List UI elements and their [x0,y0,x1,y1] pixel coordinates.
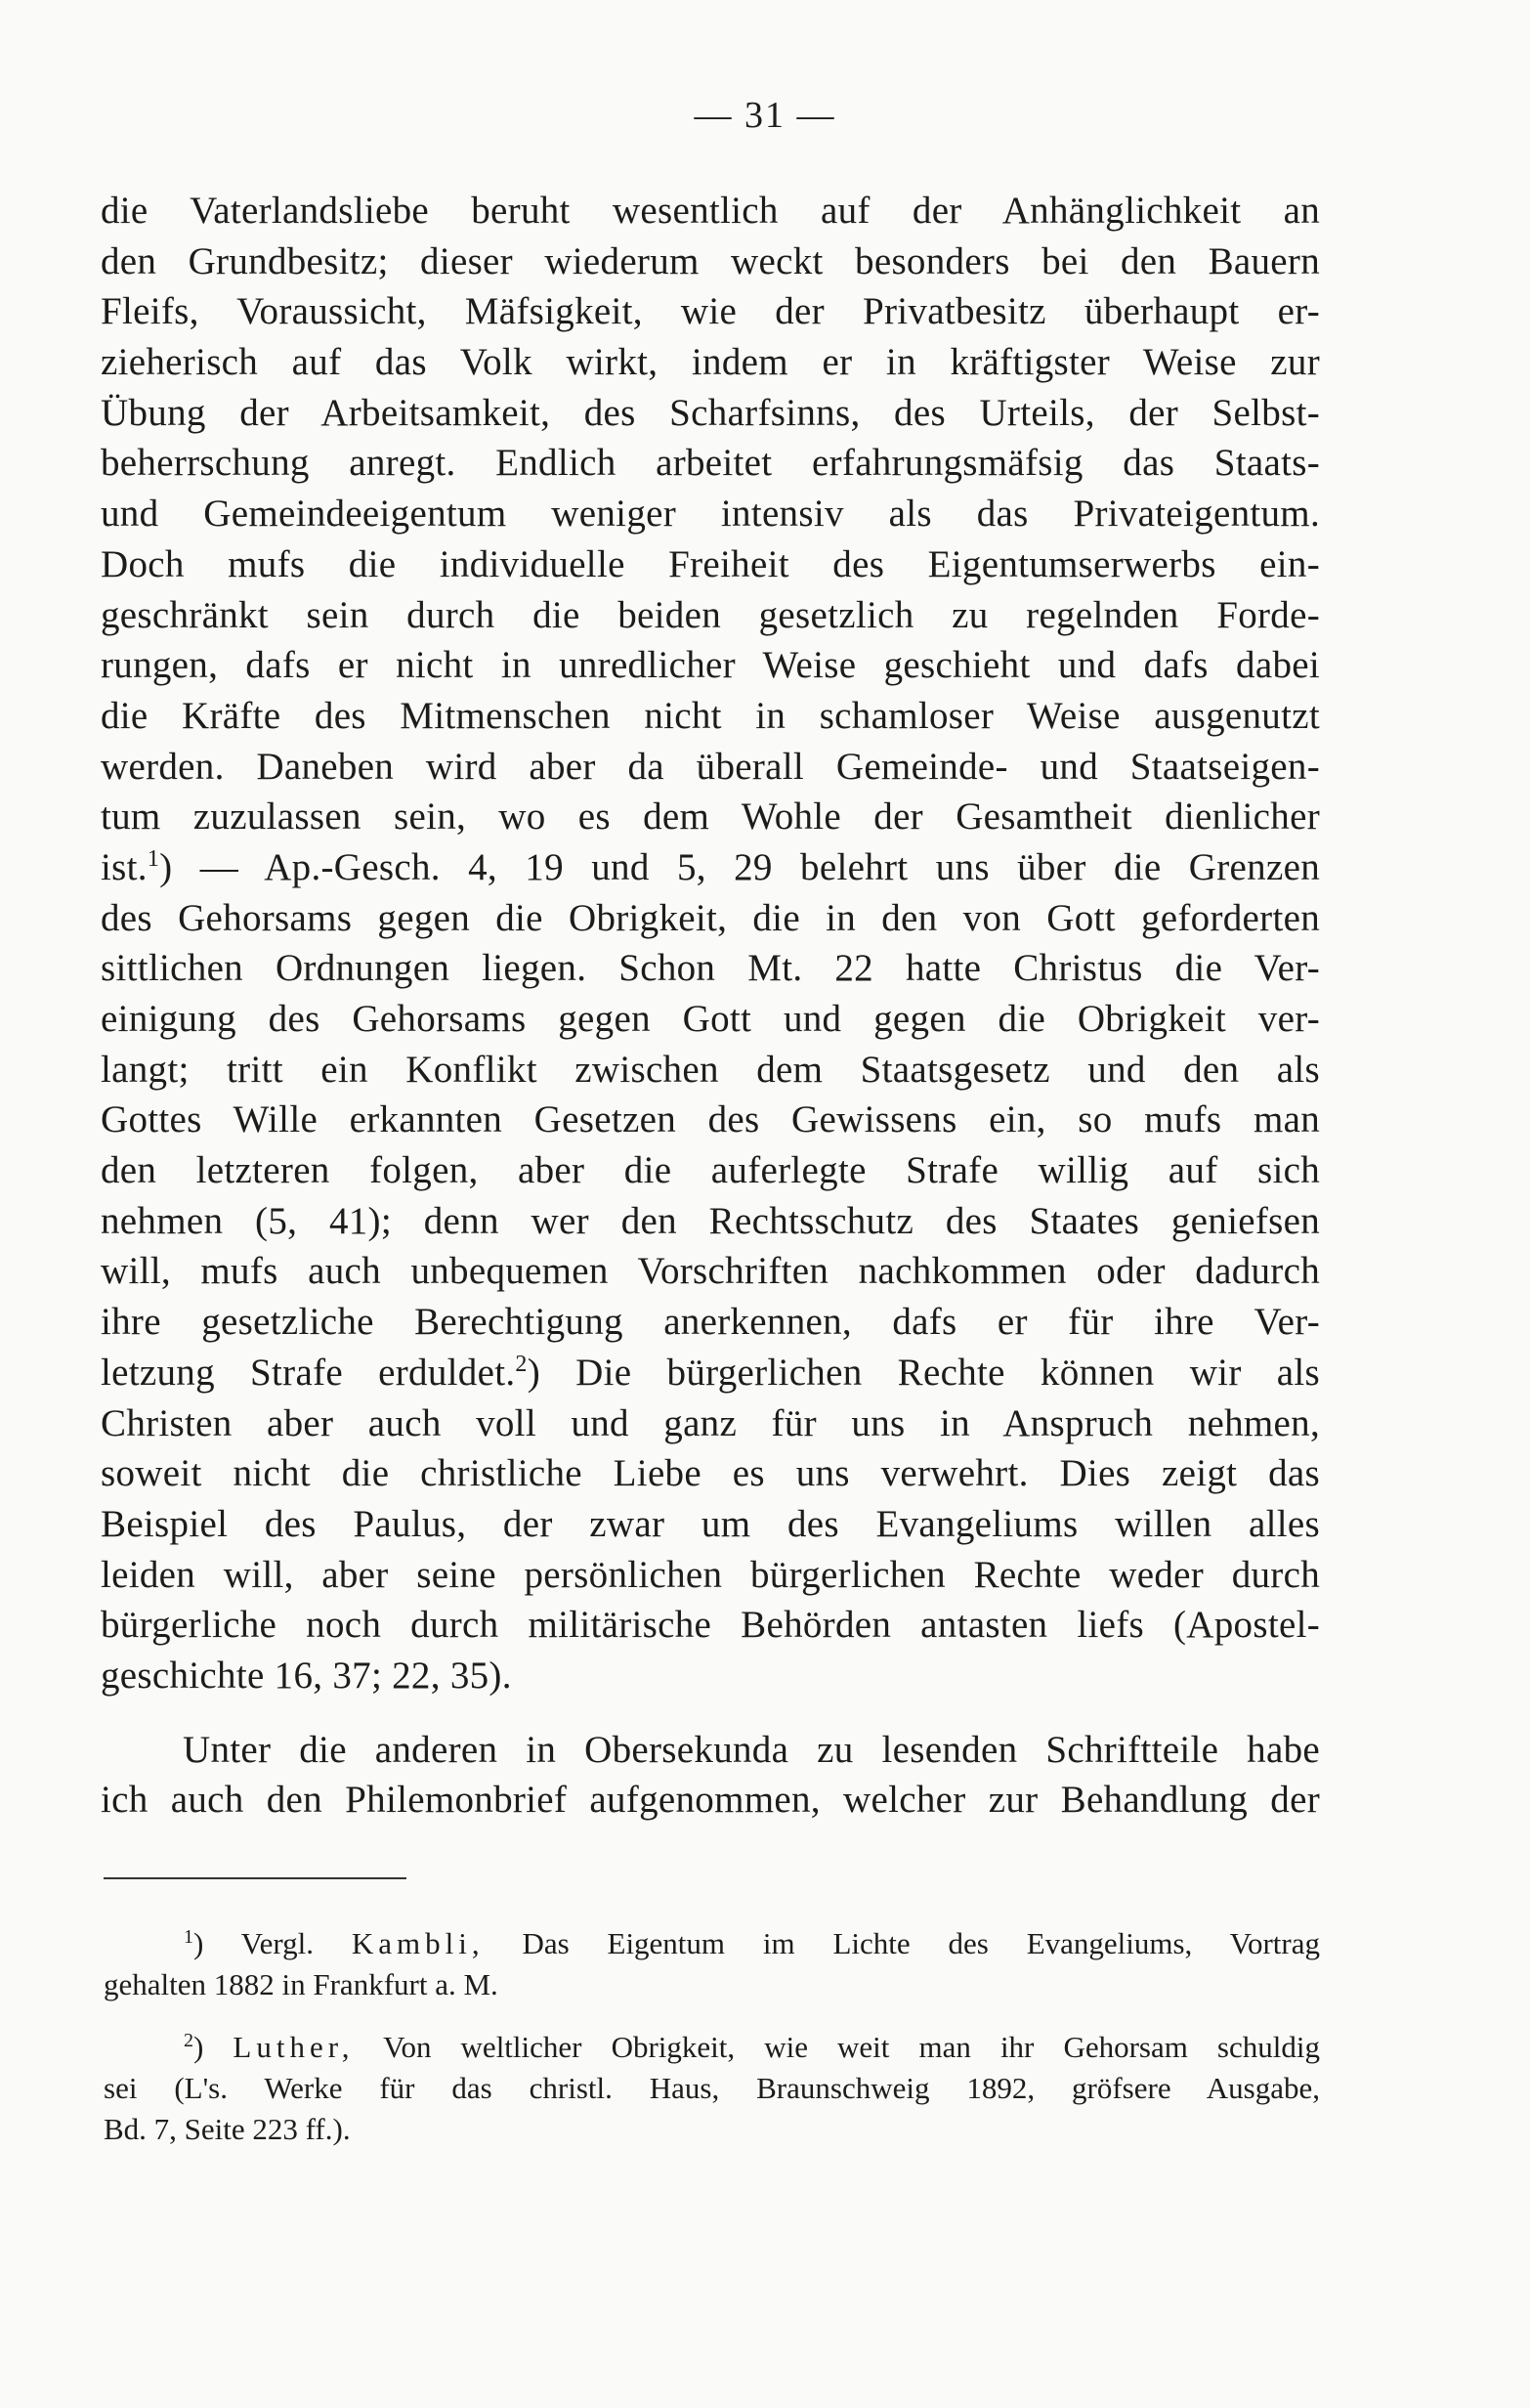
text-line: beherrschung anregt. Endlich arbeitet erfahrungsmäfsig das Staats- [101,442,1320,485]
footnote-marker: 2 [184,2030,193,2051]
footnote-ref-2[interactable]: 2 [515,1351,528,1377]
text-line: zieherisch auf das Volk wirkt, indem er in kräftigster Weise zur [101,341,1320,384]
footnote-line: Bd. 7, Seite 223 ff.). [104,2112,351,2146]
text-line: leiden will, aber seine persönlichen bürgerlichen Rechte weder durch [101,1553,1320,1596]
footnote-text: ) [193,2030,204,2064]
paragraph-first-line: Unter die anderen in Obersekunda zu lesenden Schriftteile habe [183,1728,1320,1771]
text-line: ich auch den Philemonbrief aufgenommen, welcher zur Behandlung der [101,1779,1320,1822]
footnote-2 [104,2027,1320,2068]
main-text [101,186,1320,1826]
text-fragment: ) — Ap.-Gesch. 4, 19 und 5, 29 belehrt uns über die Grenzen [159,845,1320,888]
text-line: die Vaterlandsliebe beruht wesentlich auf der Anhänglichkeit an [101,190,1320,232]
text-line-with-footnote-ref [101,842,1320,893]
text-line: rungen, dafs er nicht in unredlicher Weise geschieht und dafs dabei [101,644,1320,687]
text-line: Christen aber auch voll und ganz für uns in Anspruch nehmen, [101,1401,1320,1444]
text-line: Beispiel des Paulus, der zwar um des Evangeliums willen alles [101,1502,1320,1545]
footnotes [104,1923,1320,2150]
footnote-line: sei (L's. Werke für das christl. Haus, Braunschweig 1892, gröfsere Ausgabe, [104,2071,1320,2105]
page-number: — 31 — [694,95,836,136]
footnote-line: gehalten 1882 in Frankfurt a. M. [104,1967,498,2001]
text-line: nehmen (5, 41); denn wer den Rechtsschutz des Staates geniefsen [101,1199,1320,1242]
footnote-gap [104,2005,1320,2027]
text-line: soweit nicht die christliche Liebe es uns verwehrt. Dies zeigt das [101,1452,1320,1495]
text-line: will, mufs auch unbequemen Vorschriften nachkommen oder dadurch [101,1250,1320,1293]
footnote-text: Von weltlicher Obrigkeit, wie weit man ihr Gehorsam schuldig [383,2030,1320,2064]
footnote-author: Kambli, [351,1926,485,1960]
text-line: Fleifs, Voraussicht, Mäfsigkeit, wie der Privatbesitz überhaupt er- [101,290,1320,333]
text-line: Gottes Wille erkannten Gesetzen des Gewissens ein, so mufs man [101,1098,1320,1141]
footnote-text: Das Eigentum im Lichte des Evangeliums, Vortrag [522,1926,1321,1960]
text-fragment: letzung Strafe erduldet. [101,1351,516,1394]
footnote-author: Luther, [233,2030,355,2064]
footnote-text: ) Vergl. [193,1926,314,1960]
footnote-divider [104,1877,406,1879]
text-line: den letzteren folgen, aber die auferlegte Strafe willig auf sich [101,1149,1320,1192]
text-line: und Gemeindeeigentum weniger intensiv als das Privateigentum. [101,493,1320,536]
text-fragment: ) Die bürgerlichen Rechte können wir als [527,1351,1320,1394]
text-line: langt; tritt ein Konflikt zwischen dem Staatsgesetz und den als [101,1048,1320,1091]
text-line: des Gehorsams gegen die Obrigkeit, die in den von Gott geforderten [101,896,1320,939]
footnote-1 [104,1923,1320,1964]
text-line: werden. Daneben wird aber da überall Gemeinde- und Staatseigen- [101,745,1320,788]
text-line: Doch mufs die individuelle Freiheit des Eigentumserwerbs ein- [101,542,1320,585]
text-line: den Grundbesitz; dieser wiederum weckt besonders bei den Bauern [101,239,1320,282]
text-line: bürgerliche noch durch militärische Behörden antasten liefs (Apostel- [101,1604,1320,1647]
text-fragment: ist. [101,845,148,888]
text-line: ihre gesetzliche Berechtigung anerkennen, dafs er für ihre Ver- [101,1301,1320,1344]
footnote-marker: 1 [184,1926,193,1948]
paragraph-last-line: geschichte 16, 37; 22, 35). [101,1654,512,1697]
text-line: tum zuzulassen sein, wo es dem Wohle der Gesamtheit dienlicher [101,796,1320,838]
text-line: geschränkt sein durch die beiden gesetzlich zu regelnden Forde- [101,593,1320,636]
text-line-with-footnote-ref [101,1348,1320,1398]
text-line: die Kräfte des Mitmenschen nicht in schamloser Weise ausgenutzt [101,694,1320,737]
text-line: sittlichen Ordnungen liegen. Schon Mt. 22 hatte Christus die Ver- [101,947,1320,990]
paragraph-gap [101,1701,1320,1725]
text-line: Übung der Arbeitsamkeit, des Scharfsinns, des Urteils, der Selbst- [101,391,1320,434]
footnote-ref-1[interactable]: 1 [147,845,160,872]
text-line: einigung des Gehorsams gegen Gott und gegen die Obrigkeit ver- [101,998,1320,1040]
